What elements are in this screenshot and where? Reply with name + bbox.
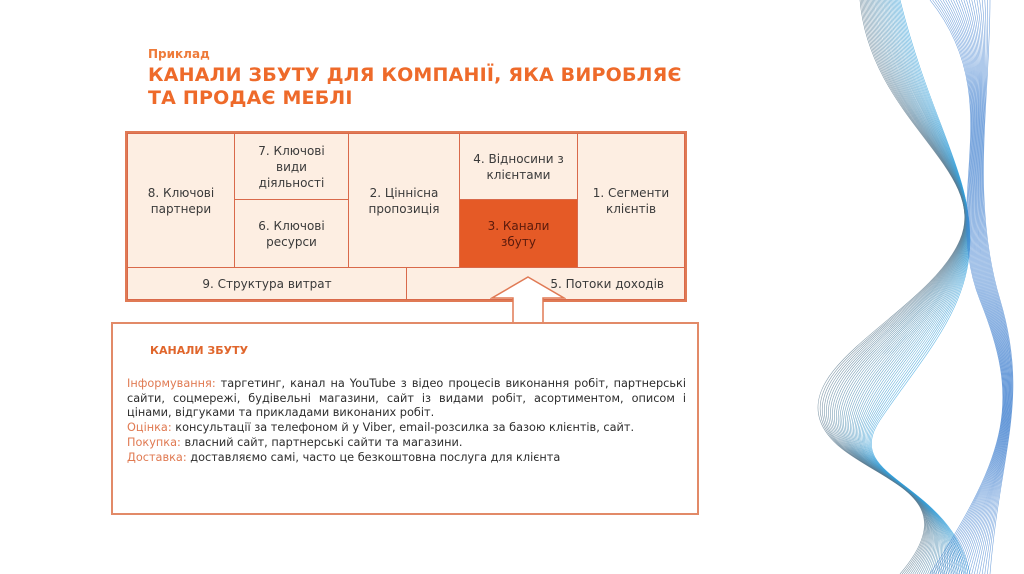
details-title: КАНАЛИ ЗБУТУ bbox=[150, 344, 249, 357]
detail-item-delivery bbox=[127, 451, 686, 466]
wave-line bbox=[855, 0, 968, 574]
cell-cost-structure bbox=[127, 267, 407, 300]
cell-text: 9. Структура витрат bbox=[202, 276, 332, 291]
detail-text: доставляємо самі, часто це безкоштовна послуга для клієнта bbox=[186, 450, 561, 464]
details-text bbox=[127, 377, 686, 465]
cell-text: 3. Канали bbox=[487, 218, 550, 233]
cell-text: 1. Сегменти bbox=[592, 185, 670, 200]
cell-text: 5. Потоки доходів bbox=[550, 276, 664, 291]
cell-text: 8. Ключові bbox=[147, 185, 215, 200]
cell-text: партнери bbox=[150, 201, 212, 216]
detail-item-evaluation bbox=[127, 421, 686, 436]
detail-text: таргетинг, канал на YouTube з відео процесів виконання робіт, партнерські сайти, соцмережі, будівельні магазини, сайт із видами робіт, асортиментом, описом і цінами, відгуками та прикладами виконаних робіт. bbox=[127, 377, 686, 420]
wave-line bbox=[861, 0, 969, 574]
detail-label: Доставка: bbox=[127, 450, 187, 464]
up-arrow-icon bbox=[490, 276, 566, 328]
decorative-waves bbox=[780, 0, 1024, 574]
cell-key-partners bbox=[127, 133, 235, 268]
detail-item-informing bbox=[127, 377, 686, 421]
title-line-2: ТА ПРОДАЄ МЕБЛІ bbox=[148, 87, 353, 109]
detail-label: Інформування: bbox=[127, 377, 216, 390]
slide-subtitle: Приклад bbox=[148, 47, 210, 61]
wave-line bbox=[870, 0, 969, 574]
business-model-canvas bbox=[125, 131, 687, 302]
cell-key-activities bbox=[234, 133, 349, 200]
detail-text: власний сайт, партнерські сайти та магазини. bbox=[180, 435, 463, 449]
cell-text: пропозиція bbox=[368, 201, 440, 216]
cell-text: клієнтів bbox=[605, 201, 657, 216]
cell-text: 6. Ключові bbox=[258, 218, 325, 233]
cell-text: види bbox=[276, 159, 307, 174]
cell-text: 7. Ключові bbox=[258, 143, 325, 158]
wave-line bbox=[822, 0, 965, 574]
cell-text: 4. Відносини з bbox=[473, 151, 564, 166]
slide-title bbox=[148, 64, 682, 110]
cell-channels bbox=[459, 199, 578, 268]
cell-text: збуту bbox=[501, 234, 536, 249]
detail-item-purchase bbox=[127, 436, 686, 451]
wave-line bbox=[867, 0, 969, 574]
cell-key-resources bbox=[234, 199, 349, 268]
detail-label: Оцінка: bbox=[127, 421, 172, 435]
cell-text: діяльності bbox=[258, 175, 325, 190]
cell-customer-relationships bbox=[459, 133, 578, 200]
cell-value-proposition bbox=[348, 133, 460, 268]
cell-text: клієнтами bbox=[486, 167, 551, 182]
cell-customer-segments bbox=[577, 133, 685, 268]
cell-text: 2. Ціннісна bbox=[369, 185, 439, 200]
cell-text: ресурси bbox=[266, 234, 317, 249]
channels-details-box bbox=[111, 322, 699, 515]
detail-label: Покупка: bbox=[127, 435, 181, 449]
title-line-1: КАНАЛИ ЗБУТУ ДЛЯ КОМПАНІЇ, ЯКА ВИРОБЛЯЄ bbox=[148, 64, 682, 86]
wave-line bbox=[850, 0, 967, 574]
detail-text: консультації за телефоном й у Viber, email-розсилка за базою клієнтів, сайт. bbox=[171, 421, 635, 435]
